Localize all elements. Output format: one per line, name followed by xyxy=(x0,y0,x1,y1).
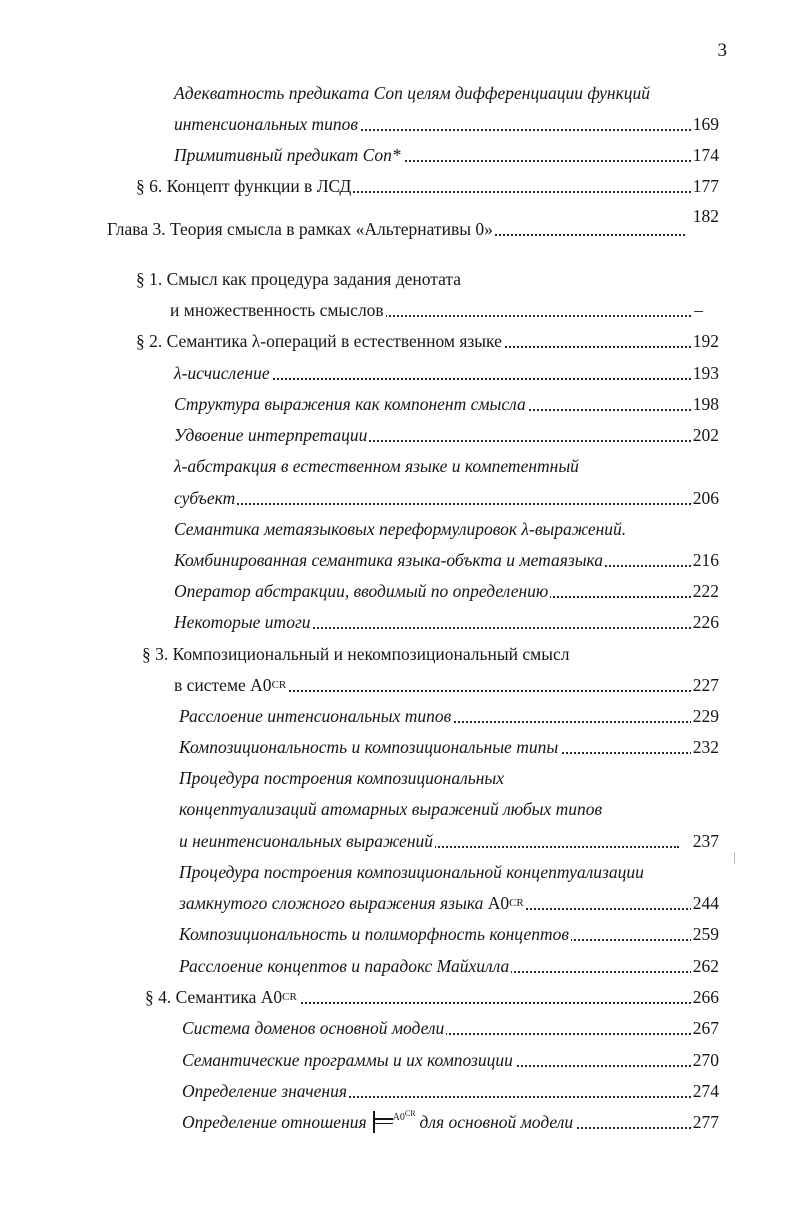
toc-entry-page: 229 xyxy=(691,703,719,729)
toc-entry-title: λ-исчисление xyxy=(174,360,272,386)
toc-entry xyxy=(179,796,633,822)
toc-entry xyxy=(182,1078,719,1104)
toc-entry-title: Удвоение интерпретации xyxy=(174,422,369,448)
toc-entry-title: § 1. Смысл как процедура задания денотата xyxy=(136,266,463,292)
toc-entry xyxy=(142,641,588,667)
toc-entry-page: 277 xyxy=(691,1109,719,1135)
toc-entry xyxy=(107,206,719,242)
toc-entry-title xyxy=(145,984,299,1013)
toc-entry-page: 198 xyxy=(691,391,719,417)
toc-entry-page: 193 xyxy=(691,360,719,386)
toc-entry-text: Определение отношения xyxy=(182,1112,367,1132)
formula-a0: A0 xyxy=(487,893,510,913)
superscript: CR xyxy=(271,679,287,691)
toc-entry-page: 227 xyxy=(691,672,719,698)
toc-entry-page: 232 xyxy=(691,734,719,760)
toc-entry-page: 182 xyxy=(691,203,719,229)
toc-entry xyxy=(174,111,719,137)
leader-dots xyxy=(174,503,719,505)
toc-entry xyxy=(174,547,719,573)
toc-entry xyxy=(174,391,719,417)
toc-entry-title: Примитивный предикат Con* xyxy=(174,142,403,168)
toc-entry xyxy=(174,422,719,448)
toc-entry-title: субъект xyxy=(174,485,237,511)
toc-entry-page: 177 xyxy=(691,173,719,199)
toc-entry-title: интенсиональных типов xyxy=(174,111,360,137)
relation-superscript: A0 xyxy=(392,1112,405,1123)
toc-entry xyxy=(179,859,689,885)
toc-entry-page: 206 xyxy=(691,485,719,511)
toc-entry-text: замкнутого сложного выражения языка xyxy=(179,893,488,913)
toc-entry xyxy=(174,485,719,511)
toc-entry-title: Оператор абстракции, вводимый по определению xyxy=(174,578,550,604)
models-relation-symbol xyxy=(373,1109,416,1139)
toc-entry-title: Расслоение концептов и парадокс Майхилла xyxy=(179,953,511,979)
toc-entry xyxy=(136,266,573,292)
toc-entry xyxy=(179,828,719,854)
relation-superscript-cr: CR xyxy=(404,1109,416,1118)
toc-entry-page: 237 xyxy=(691,828,719,854)
toc-entry-title: Процедура построения композициональных xyxy=(179,765,506,791)
toc-entry-page: 192 xyxy=(691,328,719,354)
toc-entry-page: 244 xyxy=(691,890,719,916)
toc-entry xyxy=(174,578,719,604)
toc-entry xyxy=(174,142,719,168)
scan-artifact xyxy=(734,852,735,864)
toc-entry xyxy=(174,360,719,386)
toc-entry xyxy=(170,297,703,323)
toc-entry xyxy=(179,703,719,729)
toc-entry xyxy=(179,890,719,916)
toc-entry-title: Структура выражения как компонент смысла xyxy=(174,391,528,417)
toc-entry xyxy=(182,1047,719,1073)
toc-entry-page: 226 xyxy=(691,609,719,635)
toc-entry-page: 266 xyxy=(691,984,719,1010)
toc-entry-title xyxy=(182,1109,575,1139)
toc-entry-text-after: для основной модели xyxy=(419,1112,574,1132)
toc-entry xyxy=(182,1015,719,1041)
toc-entry-title: Адекватность предиката Con целям дифференциации функций xyxy=(174,80,652,106)
toc-entry-title: концептуализаций атомарных выражений любых типов xyxy=(179,796,604,822)
toc-entry-title: λ-абстракция в естественном языке и компетентный xyxy=(174,453,581,479)
toc-entry-page: 259 xyxy=(691,921,719,947)
toc-entry-page: 174 xyxy=(691,142,719,168)
toc-entry-page: 202 xyxy=(691,422,719,448)
toc-entry-title: § 6. Концепт функции в ЛСД xyxy=(136,173,353,199)
toc-entry-page: 169 xyxy=(691,111,719,137)
toc-entry xyxy=(174,453,613,479)
toc-entry-title: Некоторые итоги xyxy=(174,609,313,635)
toc-entry xyxy=(179,765,533,791)
toc-entry xyxy=(136,328,719,354)
superscript: CR xyxy=(282,991,297,1003)
toc-entry-page: 262 xyxy=(691,953,719,979)
page-number: 3 xyxy=(717,40,727,61)
toc-entry xyxy=(179,953,719,979)
toc-entry-page: 216 xyxy=(691,547,719,573)
toc-entry xyxy=(179,734,719,760)
toc-entry-title: Семантика метаязыковых переформулировок λ-выражений. xyxy=(174,516,628,542)
toc-entry-page: 222 xyxy=(691,578,719,604)
toc-entry xyxy=(174,609,719,635)
toc-entry xyxy=(179,921,719,947)
toc-entry-title: и неинтенсиональных выражений xyxy=(179,828,435,854)
toc-entry-title: Расслоение интенсиональных типов xyxy=(179,703,453,729)
toc-entry-title: Определение значения xyxy=(182,1078,349,1104)
toc-entry xyxy=(174,516,663,542)
toc-entry xyxy=(145,984,719,1010)
toc-entry-title: Композициональность и полиморфность концептов xyxy=(179,921,571,947)
toc-entry-text: в системе A0 xyxy=(174,675,272,695)
toc-entry-title: § 3. Композициональный и некомпозициональный смысл xyxy=(142,641,571,667)
superscript: CR xyxy=(509,897,524,909)
toc-entry-title: Семантические программы и их композиции xyxy=(182,1047,515,1073)
toc-entry-title: Глава 3. Теория смысла в рамках «Альтернативы 0» xyxy=(107,216,495,242)
toc-entry xyxy=(136,173,719,199)
toc-entry-page: – xyxy=(692,297,703,323)
toc-entry-title xyxy=(179,890,526,919)
toc-entry-page: 270 xyxy=(691,1047,719,1073)
toc-entry-text: § 4. Семантика A0 xyxy=(145,987,283,1007)
toc-entry-title: Комбинированная семантика языка-объкта и метаязыка xyxy=(174,547,605,573)
toc-entry xyxy=(182,1109,719,1135)
toc-entry-title: Система доменов основной модели xyxy=(182,1015,446,1041)
toc-entry-title xyxy=(174,672,288,701)
toc-entry-title: Процедура построения композициональной концептуализации xyxy=(179,859,646,885)
toc-entry-title: и множественность смыслов xyxy=(170,297,386,323)
toc-entry-title: Композициональность и композициональные типы xyxy=(179,734,560,760)
toc-entry xyxy=(174,672,719,698)
toc-entry-page: 274 xyxy=(691,1078,719,1104)
toc-entry-title: § 2. Семантика λ-операций в естественном языке xyxy=(136,328,504,354)
toc-entry-page: 267 xyxy=(691,1015,719,1041)
toc-entry xyxy=(174,80,661,106)
